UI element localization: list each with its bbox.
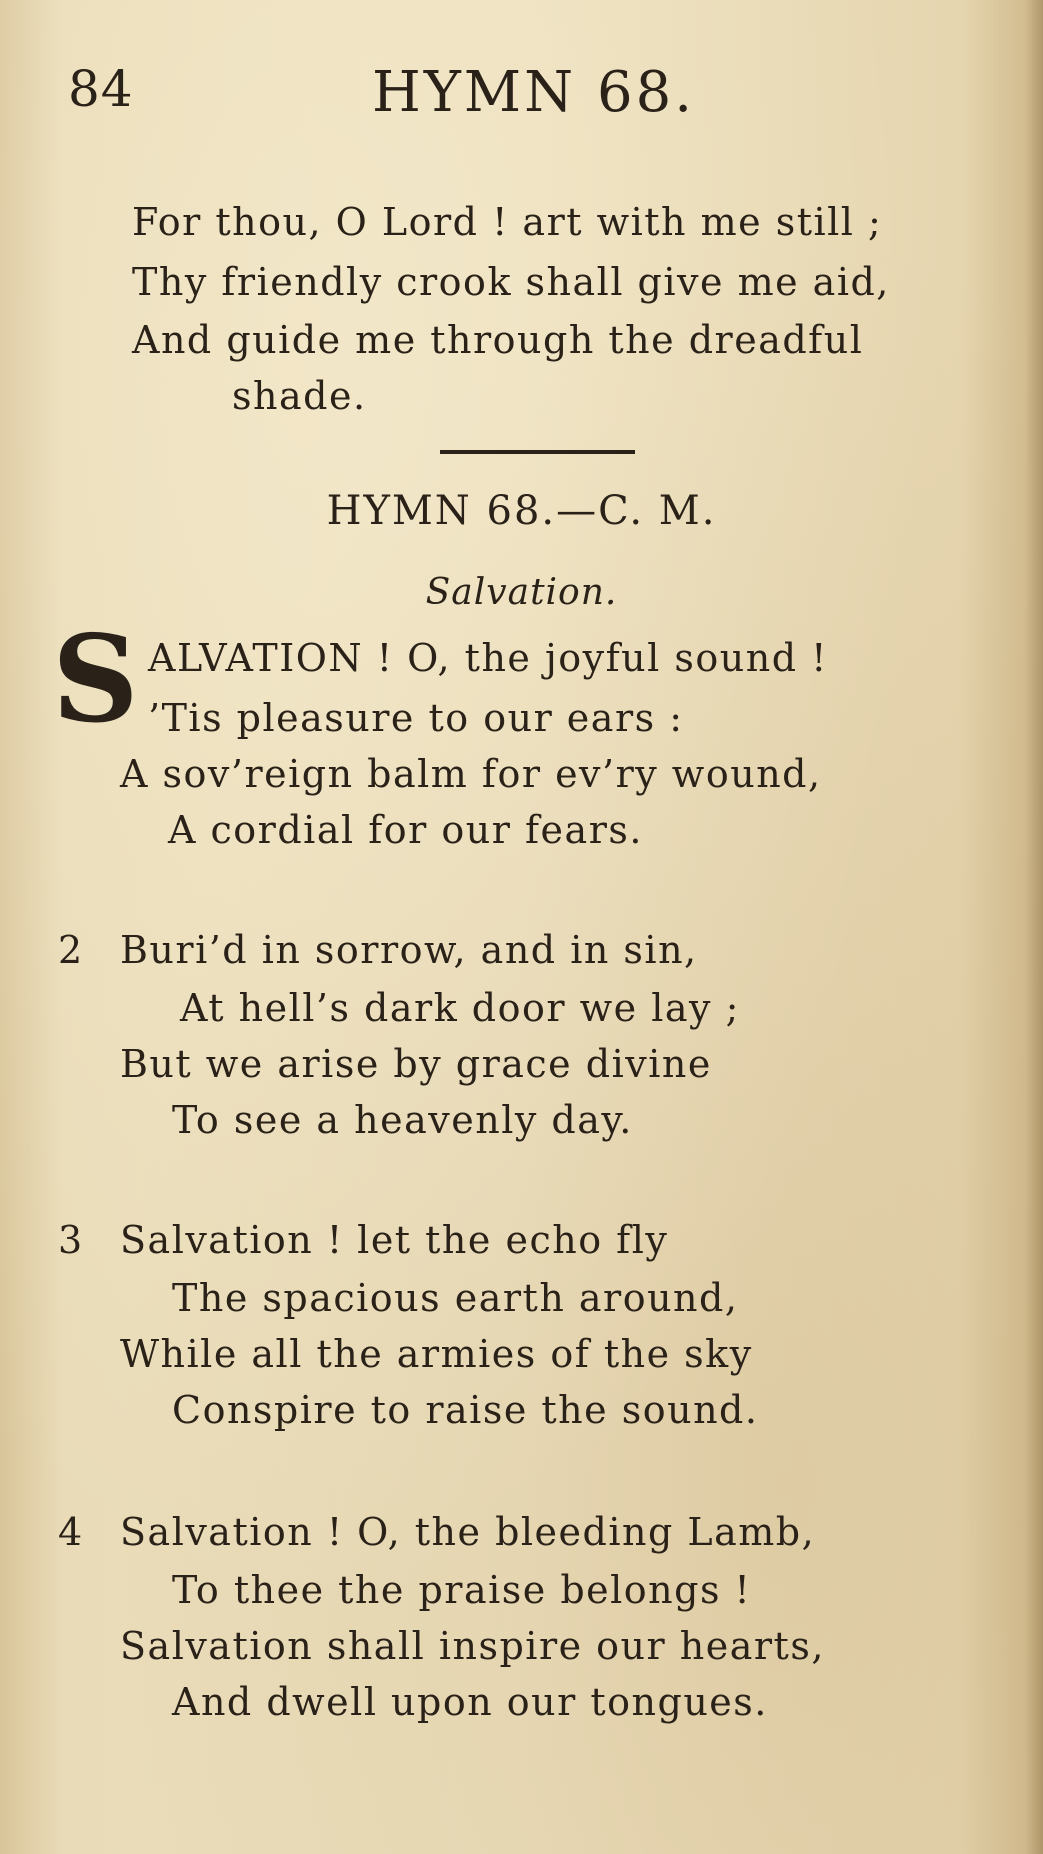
stanza-4-line-4: And dwell upon our tongues. <box>172 1680 768 1724</box>
stanza-1-line-4: A cordial for our fears. <box>168 808 643 852</box>
page-edge-shadow <box>1025 0 1043 1854</box>
previous-hymn-line-3: And guide me through the dreadful <box>132 318 864 362</box>
running-head <box>60 58 1000 128</box>
running-title: HYMN 68. <box>372 60 696 125</box>
stanza-3-line-1: Salvation ! let the echo fly <box>120 1218 669 1262</box>
stanza-1-line-3: A sov’reign balm for ev’ry wound, <box>120 752 822 796</box>
previous-hymn-line-4: shade. <box>232 374 367 418</box>
stanza-2-line-4: To see a heavenly day. <box>172 1098 633 1142</box>
stanza-1-line-1: ALVATION ! O, the joyful sound ! <box>148 636 828 680</box>
stanza-3-line-4: Conspire to raise the sound. <box>172 1388 759 1432</box>
stanza-2-line-3: But we arise by grace divine <box>120 1042 712 1086</box>
stanza-3-number: 3 <box>58 1218 83 1262</box>
page-number: 84 <box>68 60 134 118</box>
stanza-4-line-1: Salvation ! O, the bleeding Lamb, <box>120 1510 816 1554</box>
hymn-heading: HYMN 68.—C. M. <box>326 488 717 534</box>
drop-cap-letter: S <box>52 609 139 750</box>
stanza-1-line-2: ’Tis pleasure to our ears : <box>148 696 684 740</box>
stanza-4-number: 4 <box>58 1510 83 1554</box>
stanza-2-line-1: Buri’d in sorrow, and in sin, <box>120 928 698 972</box>
stanza-2-number: 2 <box>58 928 83 972</box>
hymn-subtitle: Salvation. <box>425 572 618 613</box>
stanza-4-line-3: Salvation shall inspire our hearts, <box>120 1624 825 1668</box>
stanza-4-line-2: To thee the praise belongs ! <box>172 1568 752 1612</box>
section-divider-rule <box>440 450 635 454</box>
stanza-3-line-2: The spacious earth around, <box>172 1276 739 1320</box>
stanza-2-line-2: At hell’s dark door we lay ; <box>180 986 740 1030</box>
previous-hymn-line-2: Thy friendly crook shall give me aid, <box>132 260 890 304</box>
stanza-3-line-3: While all the armies of the sky <box>120 1332 753 1376</box>
previous-hymn-line-1: For thou, O Lord ! art with me still ; <box>132 200 883 244</box>
